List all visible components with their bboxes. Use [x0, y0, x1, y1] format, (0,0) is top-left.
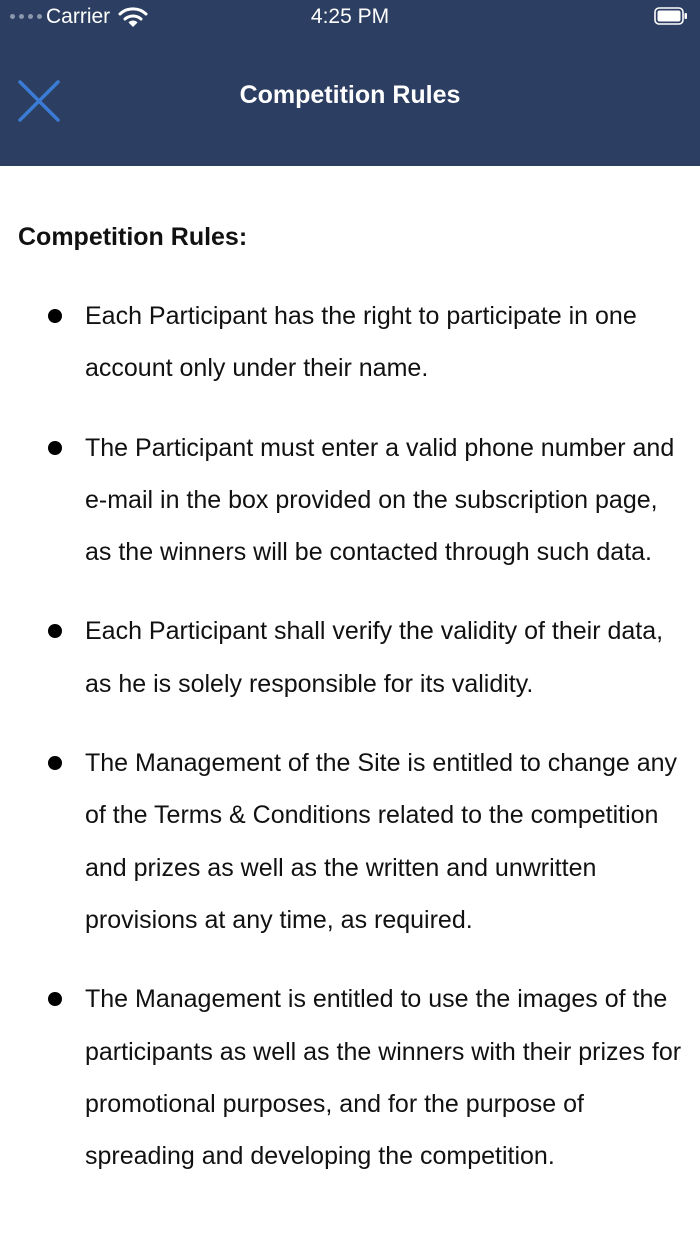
header-bar: [0, 0, 700, 166]
page-title: Competition Rules: [239, 81, 461, 109]
bullet-icon: [48, 441, 62, 455]
rule-text: Each Participant shall verify the validity of their data, as he is solely responsible for its validity.: [85, 617, 664, 698]
status-bar: [0, 0, 700, 34]
bullet-icon: [48, 309, 62, 323]
bullet-icon: [48, 992, 62, 1006]
bullet-icon: [48, 624, 62, 638]
list-item: [0, 422, 700, 579]
list-item: [0, 737, 700, 946]
close-button[interactable]: [16, 78, 62, 124]
status-time: 4:25 PM: [310, 5, 390, 28]
rules-content: [0, 166, 700, 1244]
bullet-icon: [48, 756, 62, 770]
section-title: Competition Rules:: [18, 223, 248, 251]
battery-icon: [654, 7, 688, 25]
list-item: [0, 973, 700, 1182]
rule-text: The Participant must enter a valid phone number and e-mail in the box provided on the subscription page, as the winners will be contacted through such data.: [85, 433, 675, 567]
list-item: [0, 290, 700, 395]
close-icon: [16, 78, 62, 124]
carrier-label: Carrier: [46, 5, 111, 28]
rule-text: The Management is entitled to use the images of the participants as well as the winners with their prizes for promotional purposes, and for the purpose of spreading and developing the competition.: [85, 985, 682, 1171]
rules-list: [0, 290, 700, 1209]
rule-text: The Management of the Site is entitled to change any of the Terms & Conditions related to the competition and prizes as well as the written and unwritten provisions at any time, as required.: [85, 749, 678, 934]
rule-text: Each Participant has the right to participate in one account only under their name.: [85, 302, 637, 383]
list-item: [0, 605, 700, 710]
